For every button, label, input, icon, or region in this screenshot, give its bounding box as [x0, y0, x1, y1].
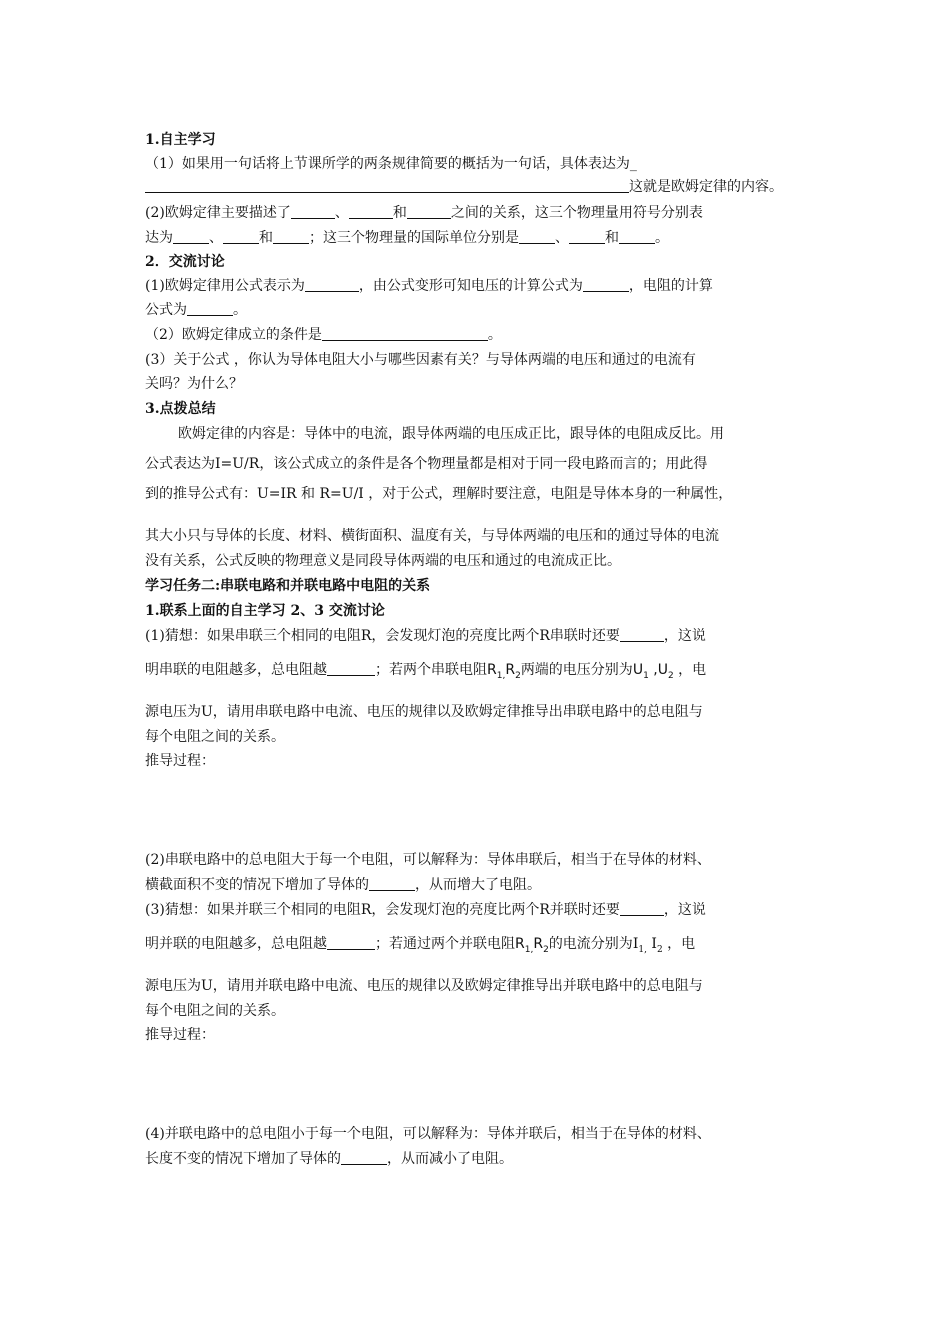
text: 。 [233, 302, 247, 318]
blank[interactable] [305, 277, 359, 292]
text: 两端的电压分别为 [520, 662, 633, 678]
section-2-title: 2．交流讨论 [145, 254, 225, 270]
s1-question-1-line-1 [145, 154, 810, 174]
blank[interactable] [291, 204, 335, 219]
blank[interactable] [519, 229, 555, 244]
text: ，电 [678, 662, 707, 678]
blank[interactable] [173, 229, 209, 244]
s1-question-2-line-1 [145, 203, 810, 223]
blank[interactable] [349, 204, 393, 219]
text: 这就是欧姆定律的内容。 [629, 179, 783, 195]
text: 长度不变的情况下增加了导体的 [145, 1151, 341, 1167]
s2-question-1-line-2 [145, 300, 810, 320]
s3-paragraph-line-2: 公式表达为I=U/R，该公式成立的条件是各个物理量都是相对于同一段电路而言的；用此得 [145, 456, 708, 472]
t2-question-1-line-4: 每个电阻之间的关系。 [145, 729, 285, 745]
text: ，从而增大了电阻。 [415, 877, 541, 893]
blank[interactable] [145, 178, 629, 193]
blank[interactable] [369, 876, 415, 891]
text: 和 [605, 230, 619, 246]
t2-question-4-line-2 [145, 1149, 810, 1169]
blank[interactable] [620, 901, 664, 916]
s3-paragraph-line-1: 欧姆定律的内容是：导体中的电流，跟导体两端的电压成正比，跟导体的电阻成反比。用 [178, 426, 724, 442]
t2-question-2-line-1: (2)串联电路中的总电阻大于每一个电阻，可以解释为：导体串联后，相当于在导体的材料、 [145, 852, 711, 868]
text: 之间的关系，这三个物理量用符号分别表 [450, 205, 703, 221]
t2-question-3-line-4: 每个电阻之间的关系。 [145, 1003, 285, 1019]
text: ；若通过两个并联电阻 [375, 936, 515, 952]
s2-question-2 [145, 325, 810, 345]
text: (3)猜想：如果并联三个相同的电阻R，会发现灯泡的亮度比两个R并联时还要 [145, 902, 620, 918]
s2-question-1-line-1 [145, 276, 810, 296]
section-3-title: 3.点拨总结 [145, 401, 216, 417]
s2-question-3-line-1: (3）关于公式 ，你认为导体电阻大小与哪些因素有关？与导体两端的电压和通过的电流有 [145, 352, 696, 368]
text: (1)猜想：如果串联三个相同的电阻R，会发现灯泡的亮度比两个R串联时还要 [145, 628, 620, 644]
text: 的电流分别为 [548, 936, 633, 952]
s3-paragraph-line-3: 到的推导公式有：U=IR 和 R=U/I ，对于公式，理解时要注意，电阻是导体本身的一种属性， [145, 486, 733, 502]
text: 横截面积不变的情况下增加了导体的 [145, 877, 369, 893]
t2-question-2-line-2 [145, 875, 810, 895]
s2-question-3-line-2: 关吗？为什么？ [145, 376, 243, 392]
voltage-symbols: $U_1$ $,U_2$ [632, 662, 674, 680]
t2-question-1-line-1 [145, 626, 810, 646]
task-2-title: 学习任务二:串联电路和并联电路中电阻的关系 [145, 578, 431, 594]
text: ，电阻的计算 [628, 278, 713, 294]
t2-question-3-line-2 [145, 934, 810, 954]
t2-question-3-line-1 [145, 900, 810, 920]
text: 。 [487, 327, 502, 343]
text: （1）如果用一句话将上节课所学的两条规律简要的概括为一句话，具体表达为 [145, 156, 630, 172]
s1-question-1-line-2 [145, 177, 810, 197]
text: 明并联的电阻越多，总电阻越 [145, 936, 327, 952]
text: ，这说 [663, 902, 706, 918]
text: (1)欧姆定律用公式表示为 [145, 278, 305, 294]
text: ，电 [667, 936, 696, 952]
text: _ [629, 156, 637, 172]
t2-question-1-line-2 [145, 660, 810, 680]
text: 和 [392, 205, 407, 221]
text: ，这说 [663, 628, 706, 644]
text: 、 [209, 230, 223, 246]
blank[interactable] [322, 326, 488, 341]
s3-paragraph-line-5: 没有关系，公式反映的物理意义是同段导体两端的电压和通过的电流成正比。 [145, 553, 621, 569]
text: 和 [259, 230, 273, 246]
text: 、 [334, 205, 349, 221]
blank[interactable] [187, 301, 233, 316]
text: ；若两个串联电阻 [375, 662, 487, 678]
s3-paragraph-line-4: 其大小只与导体的长度、材料、横街面积、温度有关，与导体两端的电压和的通过导体的电流 [145, 528, 719, 544]
resistor-symbols: $R_{1,}R_2$ [515, 936, 549, 954]
blank[interactable] [223, 229, 259, 244]
blank[interactable] [327, 935, 375, 950]
task-2-subtitle: 1.联系上面的自主学习 2、3 交流讨论 [145, 603, 385, 619]
text: 明串联的电阻越多，总电阻越 [145, 662, 327, 678]
blank[interactable] [327, 661, 375, 676]
text: ；这三个物理量的国际单位分别是 [309, 230, 519, 246]
text: ，从而减小了电阻。 [387, 1151, 513, 1167]
blank[interactable] [569, 229, 605, 244]
text: (2)欧姆定律主要描述了 [145, 205, 291, 221]
blank[interactable] [619, 229, 655, 244]
text: 、 [555, 230, 569, 246]
text: （2）欧姆定律成立的条件是 [145, 327, 322, 343]
blank[interactable] [620, 627, 664, 642]
derivation-label-1: 推导过程： [145, 753, 215, 769]
text: 达为 [145, 230, 173, 246]
blank[interactable] [583, 277, 629, 292]
blank[interactable] [273, 229, 309, 244]
text: 。 [655, 230, 669, 246]
current-symbols: $I_{1,}$ $I_2$ [632, 936, 663, 954]
t2-question-3-line-3: 源电压为U，请用并联电路中电流、电压的规律以及欧姆定律推导出并联电路中的总电阻与 [145, 978, 703, 994]
resistor-symbols: $R_{1,}R_2$ [487, 662, 521, 680]
blank[interactable] [341, 1150, 387, 1165]
blank[interactable] [407, 204, 451, 219]
text: 公式为 [145, 302, 187, 318]
s1-question-2-line-2 [145, 228, 810, 248]
text: ，由公式变形可知电压的计算公式为 [358, 278, 583, 294]
t2-question-1-line-3: 源电压为U，请用串联电路中电流、电压的规律以及欧姆定律推导出串联电路中的总电阻与 [145, 704, 703, 720]
t2-question-4-line-1: (4)并联电路中的总电阻小于每一个电阻，可以解释为：导体并联后，相当于在导体的材料、 [145, 1126, 711, 1142]
derivation-label-2: 推导过程： [145, 1027, 215, 1043]
section-1-title: 1.自主学习 [145, 132, 216, 148]
